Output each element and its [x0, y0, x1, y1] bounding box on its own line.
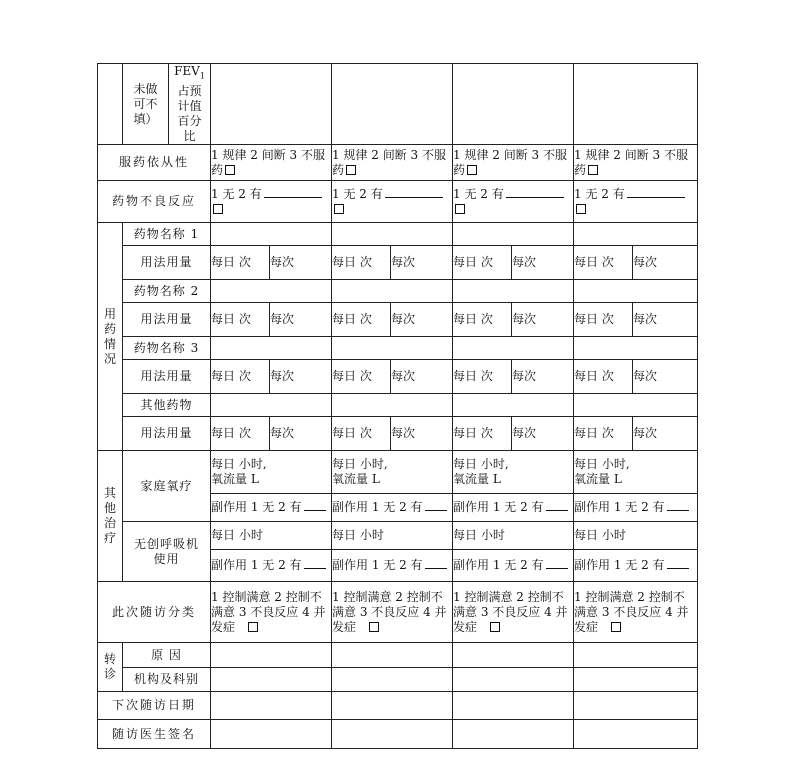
adverse-label: 药物不良反应	[98, 181, 211, 223]
blank-field[interactable]	[304, 558, 326, 569]
per-dose-field[interactable]: 每次	[270, 360, 332, 394]
drug3-visit4[interactable]	[574, 337, 698, 360]
usage-label: 用法用量	[123, 303, 211, 337]
niv-side-effect-visit1[interactable]: 副作用 1 无 2 有	[211, 550, 332, 582]
daily-times-field[interactable]: 每日 次	[574, 246, 633, 280]
follow-up-form-table	[97, 63, 698, 749]
per-dose-field[interactable]: 每次	[512, 303, 574, 337]
classification-row	[98, 582, 698, 643]
daily-times-field[interactable]: 每日 次	[332, 303, 391, 337]
blank-field[interactable]	[425, 558, 447, 569]
per-dose-field[interactable]: 每次	[270, 246, 332, 280]
niv-side-effect-visit2[interactable]: 副作用 1 无 2 有	[332, 550, 453, 582]
next-visit-visit4[interactable]	[574, 692, 698, 720]
doctor-signature-visit4[interactable]	[574, 720, 698, 749]
other-treatment-group-label: 其 他 治 疗	[98, 451, 123, 582]
fev1-empty-cell	[98, 64, 123, 145]
next-visit-visit1[interactable]	[211, 692, 332, 720]
adherence-visit2[interactable]: 1 规律 2 间断 3 不服 药	[332, 145, 453, 181]
next-visit-visit2[interactable]	[332, 692, 453, 720]
adverse-visit2[interactable]: 1 无 2 有	[332, 181, 453, 223]
fev1-visit4-cell[interactable]	[574, 64, 698, 145]
daily-times-field[interactable]: 每日 次	[211, 303, 270, 337]
niv-side-effect-visit4[interactable]: 副作用 1 无 2 有	[574, 550, 698, 582]
niv-label: 无创呼吸机 使用	[123, 522, 211, 582]
checkbox[interactable]	[346, 165, 356, 175]
checkbox[interactable]	[248, 622, 258, 632]
drug3-visit3[interactable]	[453, 337, 574, 360]
daily-times-field[interactable]: 每日 次	[453, 360, 512, 394]
oxygen-row	[98, 451, 698, 494]
blank-field[interactable]	[385, 187, 443, 198]
adherence-label: 服药依从性	[98, 145, 211, 181]
oxygen-side-effect-visit3[interactable]: 副作用 1 无 2 有	[453, 494, 574, 522]
fev1-visit3-cell[interactable]	[453, 64, 574, 145]
drug3-visit1[interactable]	[211, 337, 332, 360]
blank-field[interactable]	[425, 500, 447, 511]
per-dose-field[interactable]: 每次	[391, 417, 453, 451]
daily-times-field[interactable]: 每日 次	[453, 246, 512, 280]
daily-times-field[interactable]: 每日 次	[211, 246, 270, 280]
drug2-row	[98, 280, 698, 303]
daily-times-field[interactable]: 每日 次	[332, 360, 391, 394]
niv-hours-visit2[interactable]: 每日 小时	[332, 522, 453, 550]
drug2-visit2[interactable]	[332, 280, 453, 303]
doctor-signature-label: 随访医生签名	[98, 720, 211, 749]
home-oxygen-label: 家庭氧疗	[123, 451, 211, 522]
referral-reason-visit3[interactable]	[453, 643, 574, 668]
drug1-visit3[interactable]	[453, 223, 574, 246]
blank-field[interactable]	[506, 187, 564, 198]
per-dose-field[interactable]: 每次	[633, 417, 698, 451]
oxygen-visit3[interactable]: 每日 小时, 氧流量 L	[453, 451, 574, 494]
classification-visit4[interactable]: 1 控制满意 2 控制不 满意 3 不良反应 4 并 发症	[574, 582, 698, 643]
checkbox[interactable]	[611, 622, 621, 632]
fev1-right-label: $FEV_1$ 占预 计值 百分 比	[169, 64, 211, 145]
referral-reason-visit2[interactable]	[332, 643, 453, 668]
usage-label: 用法用量	[123, 417, 211, 451]
checkbox[interactable]	[576, 204, 586, 214]
referral-group-label: 转 诊	[98, 643, 123, 692]
next-visit-row	[98, 692, 698, 720]
blank-field[interactable]	[546, 558, 568, 569]
classification-visit2[interactable]: 1 控制满意 2 控制不 满意 3 不良反应 4 并 发症	[332, 582, 453, 643]
drug2-visit1[interactable]	[211, 280, 332, 303]
referral-reason-row	[98, 643, 698, 668]
niv-row	[98, 522, 698, 550]
next-visit-label: 下次随访日期	[98, 692, 211, 720]
blank-field[interactable]	[304, 500, 326, 511]
daily-times-field[interactable]: 每日 次	[574, 360, 633, 394]
blank-field[interactable]	[264, 187, 322, 198]
niv-side-effect-visit3[interactable]: 副作用 1 无 2 有	[453, 550, 574, 582]
daily-times-field[interactable]: 每日 次	[211, 417, 270, 451]
checkbox[interactable]	[467, 165, 477, 175]
daily-times-field[interactable]: 每日 次	[332, 417, 391, 451]
adverse-row	[98, 181, 698, 223]
niv-hours-visit1[interactable]: 每日 小时	[211, 522, 332, 550]
checkbox[interactable]	[369, 622, 379, 632]
fev1-row	[98, 64, 698, 145]
per-dose-field[interactable]: 每次	[633, 246, 698, 280]
usage-label: 用法用量	[123, 360, 211, 394]
other-drug-visit2[interactable]	[332, 394, 453, 417]
blank-field[interactable]	[546, 500, 568, 511]
daily-times-field[interactable]: 每日 次	[574, 303, 633, 337]
classification-label: 此次随访分类	[98, 582, 211, 643]
fev1-left-label: 未做 可不 填）	[123, 64, 169, 145]
drug1-name-label: 药物名称 1	[123, 223, 211, 246]
per-dose-field[interactable]: 每次	[512, 360, 574, 394]
drug3-usage-row	[98, 360, 698, 394]
drug1-visit2[interactable]	[332, 223, 453, 246]
per-dose-field[interactable]: 每次	[391, 360, 453, 394]
niv-hours-visit4[interactable]: 每日 小时	[574, 522, 698, 550]
referral-reason-visit1[interactable]	[211, 643, 332, 668]
checkbox[interactable]	[588, 165, 598, 175]
adherence-visit1[interactable]: 1 规律 2 间断 3 不服 药	[211, 145, 332, 181]
adverse-visit3[interactable]: 1 无 2 有	[453, 181, 574, 223]
drug1-usage-row	[98, 246, 698, 280]
niv-hours-visit3[interactable]: 每日 小时	[453, 522, 574, 550]
drug1-row	[98, 223, 698, 246]
medication-group-label: 用 药 情 况	[98, 223, 123, 451]
oxygen-visit4[interactable]: 每日 小时, 氧流量 L	[574, 451, 698, 494]
doctor-signature-row	[98, 720, 698, 749]
per-dose-field[interactable]: 每次	[270, 417, 332, 451]
daily-times-field[interactable]: 每日 次	[332, 246, 391, 280]
blank-field[interactable]	[667, 558, 689, 569]
referral-reason-label: 原 因	[123, 643, 211, 668]
oxygen-side-effect-visit4[interactable]: 副作用 1 无 2 有	[574, 494, 698, 522]
drug3-name-label: 药物名称 3	[123, 337, 211, 360]
daily-times-field[interactable]: 每日 次	[574, 417, 633, 451]
fev1-visit1-cell[interactable]	[211, 64, 332, 145]
daily-times-field[interactable]: 每日 次	[211, 360, 270, 394]
drug1-visit4[interactable]	[574, 223, 698, 246]
oxygen-side-effect-visit2[interactable]: 副作用 1 无 2 有	[332, 494, 453, 522]
other-drug-visit4[interactable]	[574, 394, 698, 417]
per-dose-field[interactable]: 每次	[633, 360, 698, 394]
next-visit-visit3[interactable]	[453, 692, 574, 720]
other-drug-row	[98, 394, 698, 417]
adverse-visit4[interactable]: 1 无 2 有	[574, 181, 698, 223]
referral-institution-visit2[interactable]	[332, 668, 453, 692]
adherence-visit3[interactable]: 1 规律 2 间断 3 不服 药	[453, 145, 574, 181]
drug2-visit4[interactable]	[574, 280, 698, 303]
per-dose-field[interactable]: 每次	[512, 246, 574, 280]
adherence-visit4[interactable]: 1 规律 2 间断 3 不服 药	[574, 145, 698, 181]
oxygen-side-effect-visit1[interactable]: 副作用 1 无 2 有	[211, 494, 332, 522]
referral-institution-row	[98, 668, 698, 692]
other-drug-usage-row	[98, 417, 698, 451]
doctor-signature-visit2[interactable]	[332, 720, 453, 749]
per-dose-field[interactable]: 每次	[270, 303, 332, 337]
blank-field[interactable]	[627, 187, 685, 198]
fev1-visit2-cell[interactable]	[332, 64, 453, 145]
checkbox[interactable]	[455, 204, 465, 214]
checkbox[interactable]	[334, 204, 344, 214]
referral-institution-visit1[interactable]	[211, 668, 332, 692]
per-dose-field[interactable]: 每次	[391, 246, 453, 280]
daily-times-field[interactable]: 每日 次	[453, 303, 512, 337]
doctor-signature-visit3[interactable]	[453, 720, 574, 749]
referral-reason-visit4[interactable]	[574, 643, 698, 668]
per-dose-field[interactable]: 每次	[512, 417, 574, 451]
drug2-visit3[interactable]	[453, 280, 574, 303]
classification-visit3[interactable]: 1 控制满意 2 控制不 满意 3 不良反应 4 并 发症	[453, 582, 574, 643]
per-dose-field[interactable]: 每次	[633, 303, 698, 337]
adherence-row	[98, 145, 698, 181]
usage-label: 用法用量	[123, 246, 211, 280]
other-drug-visit1[interactable]	[211, 394, 332, 417]
drug2-usage-row	[98, 303, 698, 337]
drug3-visit2[interactable]	[332, 337, 453, 360]
per-dose-field[interactable]: 每次	[391, 303, 453, 337]
oxygen-visit1[interactable]: 每日 小时, 氧流量 L	[211, 451, 332, 494]
blank-field[interactable]	[667, 500, 689, 511]
drug3-row	[98, 337, 698, 360]
referral-institution-visit4[interactable]	[574, 668, 698, 692]
referral-institution-label: 机构及科别	[123, 668, 211, 692]
adverse-visit1[interactable]: 1 无 2 有	[211, 181, 332, 223]
doctor-signature-visit1[interactable]	[211, 720, 332, 749]
other-drug-visit3[interactable]	[453, 394, 574, 417]
drug2-name-label: 药物名称 2	[123, 280, 211, 303]
checkbox[interactable]	[225, 165, 235, 175]
checkbox[interactable]	[490, 622, 500, 632]
classification-visit1[interactable]: 1 控制满意 2 控制不 满意 3 不良反应 4 并 发症	[211, 582, 332, 643]
daily-times-field[interactable]: 每日 次	[453, 417, 512, 451]
referral-institution-visit3[interactable]	[453, 668, 574, 692]
oxygen-visit2[interactable]: 每日 小时, 氧流量 L	[332, 451, 453, 494]
other-drug-label: 其他药物	[123, 394, 211, 417]
drug1-visit1[interactable]	[211, 223, 332, 246]
checkbox[interactable]	[213, 204, 223, 214]
